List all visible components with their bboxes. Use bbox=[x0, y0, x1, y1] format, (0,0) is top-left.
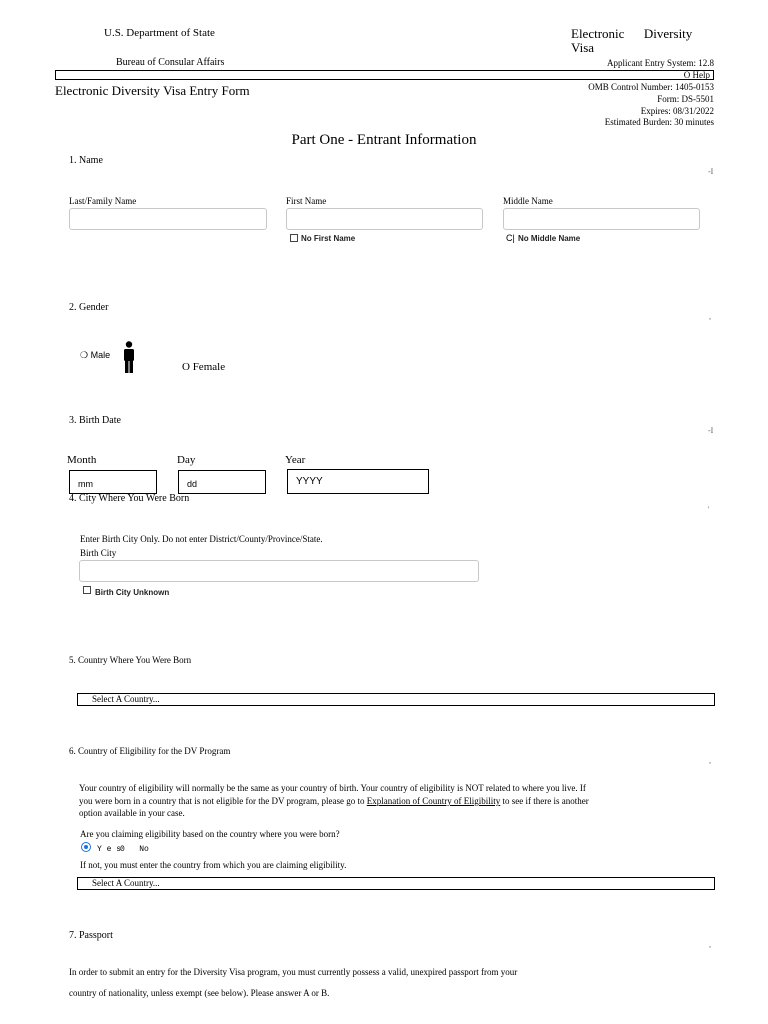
passport-text-line2: country of nationality, unless exempt (see below). Please answer A or B. bbox=[69, 988, 330, 998]
side-mark: -I bbox=[708, 167, 714, 176]
birth-day-input[interactable]: dd bbox=[178, 470, 266, 494]
male-option[interactable] bbox=[80, 350, 110, 361]
bureau-name: Bureau of Consular Affairs bbox=[116, 57, 225, 68]
male-label: Male bbox=[90, 350, 111, 360]
yes-label: Y e s bbox=[97, 845, 122, 854]
eligibility-question: Are you claiming eligibility based on the country where you were born? bbox=[80, 829, 340, 839]
birth-city-label: Birth City bbox=[80, 548, 117, 558]
expiration-date: Expires: 08/31/2022 bbox=[640, 106, 714, 116]
estimated-burden: Estimated Burden: 30 minutes bbox=[604, 117, 714, 127]
last-name-label: Last/Family Name bbox=[69, 196, 137, 206]
year-label: Year bbox=[285, 454, 306, 466]
name-heading: 1. Name bbox=[69, 155, 103, 166]
birth-city-unknown-checkbox[interactable] bbox=[83, 586, 91, 594]
birth-year-input[interactable]: YYYY bbox=[287, 469, 429, 494]
app-title bbox=[571, 27, 692, 55]
help-bar bbox=[55, 70, 714, 80]
eligibility-heading: 6. Country of Eligibility for the DV Program bbox=[69, 746, 231, 756]
department-name: U.S. Department of State bbox=[104, 27, 215, 39]
middle-name-input[interactable] bbox=[503, 208, 700, 230]
omb-control-number: OMB Control Number: 1405-0153 bbox=[588, 82, 714, 92]
last-name-input[interactable] bbox=[69, 208, 267, 230]
side-mark: -I bbox=[708, 426, 714, 435]
side-mark: ' bbox=[708, 505, 710, 514]
eligibility-text-line3: option available in your case. bbox=[79, 808, 185, 818]
side-mark: , bbox=[709, 940, 711, 949]
female-option[interactable]: O Female bbox=[182, 361, 226, 373]
birth-city-unknown-label: Birth City Unknown bbox=[95, 588, 170, 597]
help-link[interactable]: O Help bbox=[683, 70, 710, 80]
male-figure-icon bbox=[122, 341, 136, 373]
side-mark: , bbox=[709, 756, 711, 765]
birth-month-input[interactable]: mm bbox=[69, 470, 157, 494]
first-name-label: First Name bbox=[286, 196, 327, 206]
no-middle-name-label: No Middle Name bbox=[518, 234, 581, 243]
birth-country-select[interactable]: Select A Country... bbox=[77, 693, 715, 706]
eligibility-text-line2 bbox=[79, 796, 589, 806]
birth-country-heading: 5. Country Where You Were Born bbox=[69, 655, 192, 665]
app-title-line1: Electronic Diversity bbox=[571, 26, 693, 41]
birth-city-heading: 4. City Where You Were Born bbox=[69, 493, 190, 504]
middle-name-label: Middle Name bbox=[503, 196, 553, 206]
male-radio[interactable]: ❍ bbox=[80, 350, 89, 360]
first-name-input[interactable] bbox=[286, 208, 483, 230]
month-label: Month bbox=[67, 454, 97, 466]
entry-system-version: Applicant Entry System: 12.8 bbox=[607, 58, 714, 68]
no-middle-name-checkbox[interactable]: C| bbox=[506, 233, 515, 243]
eligibility-text-part: you were born in a country that is not eligible for the DV program, please go to bbox=[79, 796, 367, 806]
no-option[interactable]: 0 No bbox=[120, 845, 149, 854]
gender-heading: 2. Gender bbox=[69, 302, 109, 313]
eligibility-text-part: to see if there is another bbox=[500, 796, 589, 806]
yes-radio-dot bbox=[84, 845, 88, 849]
birth-date-heading: 3. Birth Date bbox=[69, 415, 121, 426]
day-label: Day bbox=[177, 454, 196, 466]
eligibility-country-select[interactable]: Select A Country... bbox=[77, 877, 715, 890]
side-mark: , bbox=[709, 312, 711, 321]
form-title: Electronic Diversity Visa Entry Form bbox=[55, 83, 250, 98]
no-first-name-checkbox[interactable] bbox=[290, 234, 298, 242]
no-first-name-label: No First Name bbox=[301, 234, 356, 243]
part-title: Part One - Entrant Information bbox=[291, 132, 477, 148]
eligibility-text-line1: Your country of eligibility will normally be the same as your country of birth. Your country of eligibility is NOT related to where you live. If bbox=[79, 783, 586, 793]
passport-heading: 7. Passport bbox=[69, 930, 113, 941]
app-title-line2: Visa bbox=[571, 40, 595, 55]
birth-city-instruction: Enter Birth City Only. Do not enter District/County/Province/State. bbox=[80, 534, 323, 544]
eligibility-explanation-link[interactable]: Explanation of Country of Eligibility bbox=[366, 796, 501, 806]
passport-text-line1: In order to submit an entry for the Diversity Visa program, you must currently possess a valid, unexpired passport from your bbox=[69, 967, 518, 977]
form-number: Form: DS-5501 bbox=[657, 94, 714, 104]
yes-radio[interactable] bbox=[81, 842, 91, 852]
eligibility-ifnot-text: If not, you must enter the country from which you are claiming eligibility. bbox=[80, 860, 347, 870]
birth-city-input[interactable] bbox=[79, 560, 479, 582]
